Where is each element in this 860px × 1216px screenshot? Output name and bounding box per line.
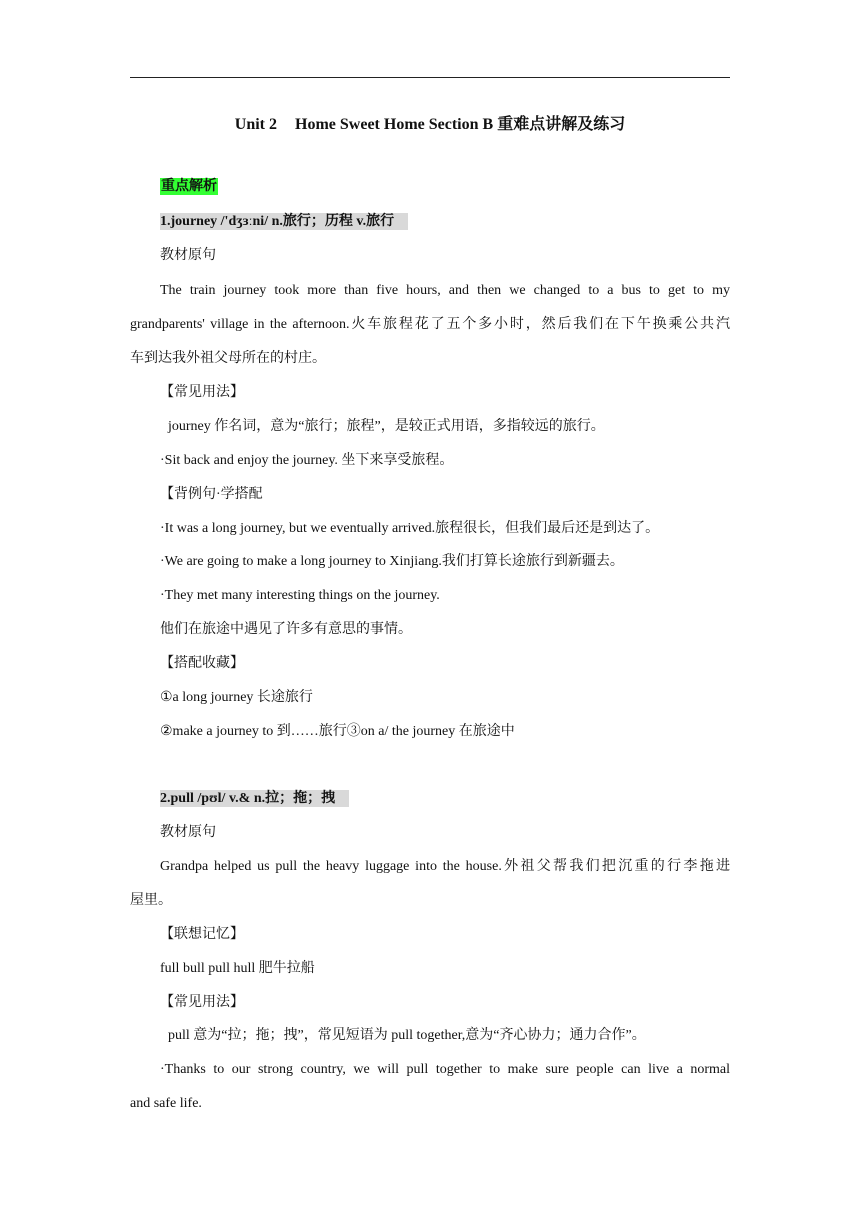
item2-memory-label: 【联想记忆】 — [160, 927, 244, 942]
item1-source-label: 教材原句 — [160, 248, 216, 263]
item2-source-line1: Grandpa helped us pull the heavy luggage into the house.外祖父帮我们把沉重的行李拖进 — [160, 859, 730, 874]
item1-usage-label: 【常见用法】 — [160, 385, 244, 400]
item2-memory-text: full bull pull hull 肥牛拉船 — [160, 961, 315, 976]
item1-examples-label: 【背例句·学搭配 — [160, 487, 263, 502]
item2-source-line2: 屋里。 — [130, 893, 172, 908]
item2-usage-line2: and safe life. — [130, 1096, 202, 1111]
item2-usage-text: pull 意为“拉；拖；拽”，常见短语为 pull together,意为“齐心协力；通力合作”。 — [168, 1028, 646, 1043]
item2-usage-line1: ·Thanks to our strong country, we will pull together to make sure people can live a normal — [160, 1062, 730, 1077]
item1-collocation-label: 【搭配收藏】 — [160, 656, 244, 671]
item1-example-1: ·It was a long journey, but we eventually arrived.旅程很长，但我们最后还是到达了。 — [160, 521, 660, 536]
item1-heading: 1.journey /'dʒɜːni/ n.旅行；历程 v.旅行 — [160, 212, 408, 232]
item1-collocation-1: ①a long journey 长途旅行 — [160, 690, 313, 705]
item1-usage-text: journey 作名词，意为“旅行；旅程”，是较正式用语，多指较远的旅行。 — [168, 419, 605, 434]
item1-usage-example: ·Sit back and enjoy the journey. 坐下来享受旅程。 — [160, 453, 454, 468]
header-rule — [130, 77, 730, 78]
item2-source-label: 教材原句 — [160, 825, 216, 840]
item1-source-line1: The train journey took more than five hours, and then we changed to a bus to get to my — [160, 283, 730, 298]
item1-example-3-translation: 他们在旅途中遇见了许多有意思的事情。 — [160, 622, 412, 637]
item1-source-line2: grandparents' village in the afternoon.火车旅程花了五个多小时，然后我们在下午换乘公共汽 — [130, 317, 730, 332]
item2-usage-label: 【常见用法】 — [160, 995, 244, 1010]
item1-example-3: ·They met many interesting things on the journey. — [160, 588, 440, 603]
item1-source-line3: 车到达我外祖父母所在的村庄。 — [130, 351, 326, 366]
title-unit: Unit 2 — [234, 116, 278, 133]
section-label: 重点解析 — [161, 179, 217, 194]
item1-example-2: ·We are going to make a long journey to Xinjiang.我们打算长途旅行到新疆去。 — [160, 554, 624, 569]
item2-heading: 2.pull /pʊl/ v.& n.拉；拖；拽 — [160, 789, 349, 809]
page-title — [0, 111, 860, 134]
title-text: Home Sweet Home Section B 重难点讲解及练习 — [295, 116, 626, 133]
item1-collocation-2: ②make a journey to 到……旅行③on a/ the journey 在旅途中 — [160, 724, 515, 739]
